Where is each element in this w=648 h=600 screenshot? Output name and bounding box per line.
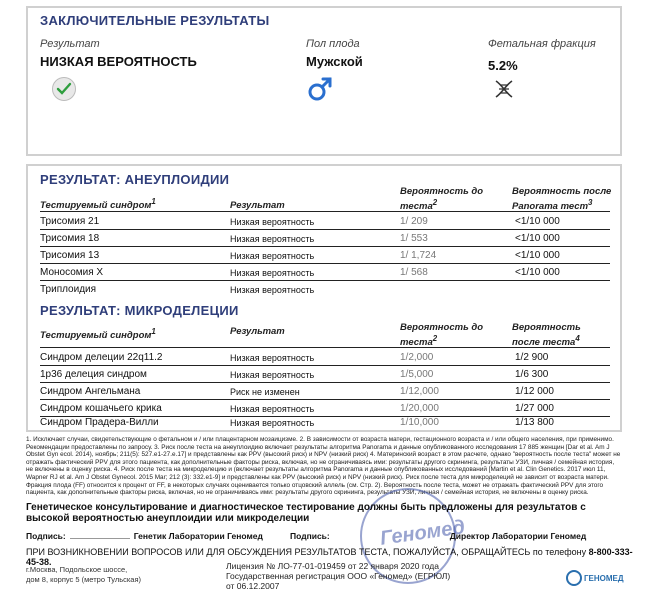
- address: г.Москва, Подольское шоссе, дом 8, корпус 5 (метро Тульская): [26, 565, 142, 584]
- fetal-fraction-label: Фетальная фракция: [488, 38, 596, 50]
- signature-scribble: [70, 538, 130, 539]
- aneuploidy-header-after: Вероятность после Panorama тест$^3$: [512, 186, 612, 213]
- contact-line: ПРИ ВОЗНИКНОВЕНИИ ВОПРОСОВ ИЛИ ДЛЯ ОБСУЖДЕНИЯ РЕЗУЛЬТАТОВ ТЕСТА, ПОЖАЛУЙСТА, ОБРАЩАЙТЕСЬ по телефону 8-800-333-45-38.: [26, 547, 633, 567]
- check-icon: [52, 77, 76, 101]
- result-label: Результат: [40, 38, 100, 50]
- aneuploidy-header-syndrome: Тестируемый синдром$^1$: [40, 197, 156, 212]
- table-row: Синдром кошачьего крика Низкая вероятность 1/20,000 1/27 000: [40, 402, 610, 417]
- aneuploidy-header-before: Вероятность до теста$^2$: [400, 186, 484, 213]
- genomed-logo-text: ГЕНОМЕД: [584, 574, 624, 583]
- aneuploidy-title: РЕЗУЛЬТАТ: АНЕУПЛОИДИИ: [40, 172, 230, 187]
- genomed-logo-icon: [566, 570, 582, 586]
- license-info: Лицензия № ЛО-77-01-019459 от 22 января 2020 года Государственная регистрация ООО «Геномед» (ЕГРЮЛ) от 06.12.2007: [226, 561, 451, 591]
- male-symbol-icon: [306, 75, 363, 108]
- results-panel: [26, 164, 622, 432]
- fetal-sex-label: Пол плода: [306, 38, 360, 50]
- fetal-fraction-value: 5.2%: [488, 58, 518, 73]
- signature-geneticist: Подпись: Генетик Лаборатории Геномед: [26, 531, 263, 541]
- microdeletion-header-syndrome: Тестируемый синдром$^1$: [40, 327, 156, 342]
- microdeletion-header-after: Вероятность после теста$^4$: [512, 322, 581, 349]
- consultation-note: Генетическое консультирование и диагностическое тестирование должны быть предложены для результатов с высокой вероятностью анеуплоидии или микроделеции: [26, 502, 586, 524]
- table-row: Трисомия 13 Низкая вероятность 1/ 1,724 <1/10 000: [40, 249, 610, 264]
- table-row: Трисомия 18 Низкая вероятность 1/ 553 <1/10 000: [40, 232, 610, 247]
- table-row: Синдром делеции 22q11.2 Низкая вероятность 1/2,000 1/2 900: [40, 351, 610, 366]
- microdeletion-header-before: Вероятность до теста$^2$: [400, 322, 484, 349]
- table-row: 1р36 делеция синдром Низкая вероятность 1/5,000 1/6 300: [40, 368, 610, 383]
- table-row: Синдром Ангельмана Риск не изменен 1/12,000 1/12 000: [40, 385, 610, 400]
- footnotes: 1. Исключает случаи, свидетельствующие о фетальном и / или плацентарном мозаицизме. 2. В зависимости от возраста матери, гестационного возраста и / или общего населения, при применимо. Рекомендации предоставлены по запросу. 3. Риск после теста на анеуплоидию включает результаты алгоритма Panorama и данные опубликованного исследования 17 885 женщин [Dar et al. Am J Obstet Gyn ecol. 2014), ноябрь; 211(5): 527.e1-27.e.17] и представлены как PPV (высокий риск) и NPV (низкий риск) 4. Материнский возраст в этом расчете, однако "вероятность после теста" может не отражать фактический PPV для этого пациента, как дополнительные факторы риска, включая, но не ограничиваясь ими: результаты другого скрининга, результаты УЗИ, личная / семейная история, не включены в оценку риска. 4. Риск после теста на микроделецию и (включает результаты алгоритма Panorama и данные опубликованных исследований [Martin et al. Clin Genetics. 2017 июл 11, Wapner RJ et al. Am J Obstet Gynecol. 2015 Mar; 212 (3): 332.e1-9] и представлены как PPV (высокий риск) и NPV (низкий риск). Риск после теста для микроделеций не зависит от возраста матери. Фракция плода (FF) относится к процент от FF, в некоторых случаях оценивается только отцовский аллель (см. Стр. 2). Вероятность после теста, может не отражать фактический PPV для этого пациента, как дополнительные факторы риска, включая, но не ограничиваясь ими: результаты другого скрининга, результаты УЗИ, личная / семейная история, не включены в оценку риска.: [26, 436, 621, 497]
- microdeletion-header-result: Результат: [230, 326, 285, 337]
- table-row: Синдром Прадера-Вилли Низкая вероятность 1/10,000 1/13 800: [40, 417, 554, 428]
- result-column: [40, 38, 197, 101]
- table-row: Трисомия 21 Низкая вероятность 1/ 209 <1/10 000: [40, 215, 610, 230]
- header-divider: [40, 347, 610, 348]
- phone-number: 8-800-333-45-38.: [26, 547, 633, 567]
- aneuploidy-header-result: Результат: [230, 200, 285, 211]
- fetal-sex-column: [306, 38, 363, 108]
- fetal-sex-value: Мужской: [306, 54, 363, 69]
- table-row: Моносомия X Низкая вероятность 1/ 568 <1/10 000: [40, 266, 610, 281]
- result-value: НИЗКАЯ ВЕРОЯТНОСТЬ: [40, 54, 197, 69]
- dna-icon: [492, 77, 596, 106]
- summary-panel: [26, 6, 622, 156]
- microdeletions-title: РЕЗУЛЬТАТ: МИКРОДЕЛЕЦИИ: [40, 303, 239, 318]
- fetal-fraction-column: [488, 38, 596, 106]
- summary-title: ЗАКЛЮЧИТЕЛЬНЫЕ РЕЗУЛЬТАТЫ: [40, 13, 270, 28]
- header-divider: [40, 211, 610, 212]
- table-row: Триплоидия Низкая вероятность: [40, 284, 315, 295]
- signature-director: Подпись: Директор Лаборатории Геномед: [290, 531, 587, 541]
- company-stamp: Геномед: [360, 488, 456, 584]
